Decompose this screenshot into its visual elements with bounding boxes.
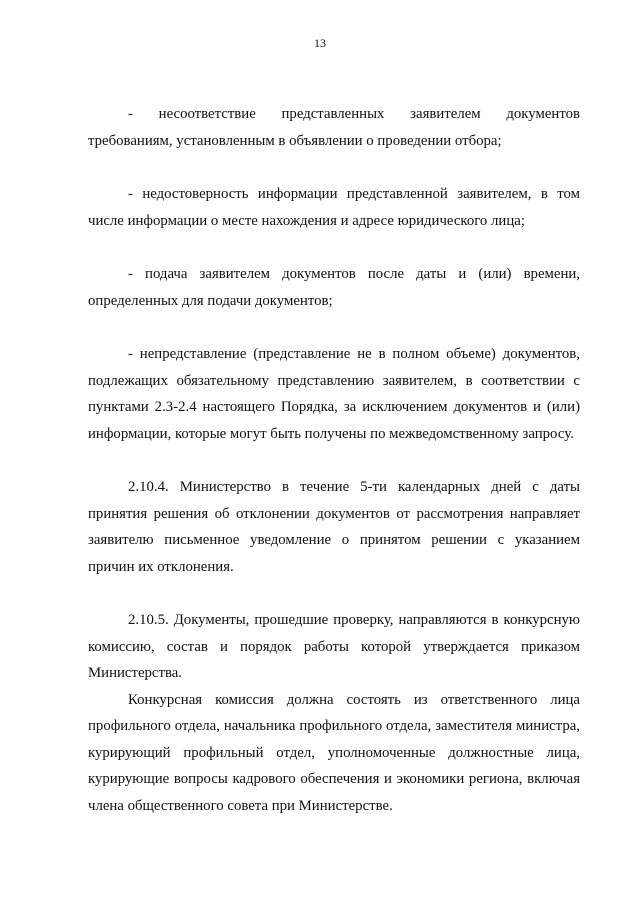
paragraph-2-10-5: 2.10.5. Документы, прошедшие проверку, направляются в конкурсную комиссию, состав и порядок работы которой утверждается приказом Министерства. bbox=[88, 612, 580, 681]
paragraph-unreliable-information: - недостоверность информации представленной заявителем, в том числе информации о месте нахождения и адресе юридического лица; bbox=[88, 186, 580, 229]
paragraph-mismatch-requirements: - несоответствие представленных заявителем документов требованиям, установленным в объявлении о проведении отбора; bbox=[88, 106, 580, 149]
document-body bbox=[88, 101, 580, 819]
paragraph-commission-composition: Конкурсная комиссия должна состоять из ответственного лица профильного отдела, начальника профильного отдела, заместителя министра, курирующий профильный отдел, уполномоченные должностные лица, курирующие вопросы кадрового обеспечения и экономики региона, включая члена общественного совета при Министерстве. bbox=[88, 691, 580, 814]
paragraph-missing-documents: - непредставление (представление не в полном объеме) документов, подлежащих обязательному представлению заявителем, в соответствии с пунктами 2.3-2.4 настоящего Порядка, за исключением документов и (или) информации, которые могут быть получены по межведомственному запросу. bbox=[88, 346, 580, 442]
paragraph-late-submission: - подача заявителем документов после даты и (или) времени, определенных для подачи документов; bbox=[88, 266, 580, 309]
page-number: 13 bbox=[314, 36, 326, 50]
paragraph-2-10-4: 2.10.4. Министерство в течение 5-ти календарных дней с даты принятия решения об отклонении документов от рассмотрения направляет заявителю письменное уведомление о принятом решении с указанием причин их отклонения. bbox=[88, 479, 580, 575]
